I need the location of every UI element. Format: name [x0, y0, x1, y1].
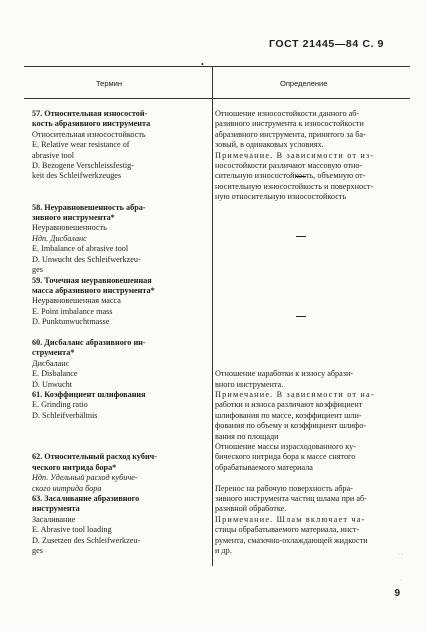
definition-line: вания по площади [215, 431, 279, 441]
dash-60 [296, 316, 306, 317]
definition-line [215, 307, 375, 317]
definition-line: и др. [215, 546, 232, 556]
definition-line: Отношение наработки к износу абрази- [215, 369, 354, 379]
scan-mark: · · [398, 552, 404, 558]
definition-line: румента, смазочно-охлаждающей жидкости [215, 535, 368, 545]
term-line [32, 432, 157, 442]
definition-line [215, 203, 375, 213]
definition-line [215, 328, 375, 338]
term-line: зивного инструмента* [32, 213, 115, 223]
term-line: Неуравновешенная масса [32, 296, 121, 306]
term-line: Засаливание [32, 514, 76, 524]
definition-line: Примечание. В зависимости от на- [215, 389, 375, 399]
term-line: E. Relative wear resistance of [32, 140, 130, 150]
term-line: Относительная износостойкость [32, 129, 146, 139]
definition-line: обрабатываемого материала [215, 462, 313, 472]
table-header-rule [24, 98, 410, 99]
definition-line [215, 338, 375, 348]
definition-line: вного инструмента. [215, 379, 284, 389]
definition-line: носостойкости различают массовую отно- [215, 161, 363, 171]
term-line: E. Abrasive tool loading [32, 525, 112, 535]
definition-line: разивной обработке. [215, 504, 287, 514]
column-header-definition: Определение [280, 79, 328, 88]
definition-line [215, 348, 375, 358]
definition-line [215, 276, 375, 286]
column-header-term: Термин [96, 79, 122, 88]
term-line: Неуравновешенность [32, 223, 107, 233]
term-line: кость абразивного инструмента [32, 119, 151, 129]
definition-line: Примечание. Шлам включает ча- [215, 514, 366, 524]
scan-mark: · [400, 578, 402, 584]
term-line: E. Grinding ratio [32, 400, 88, 410]
term-column [32, 109, 157, 556]
definition-line [215, 473, 375, 483]
term-line: 61. Коэффициент шлифования [32, 389, 146, 399]
term-line: D. Punktunwuchtmasse [32, 317, 110, 327]
term-line: 63. Засаливание абразивного [32, 494, 140, 504]
definition-line: Отношение износостойкости данного аб- [215, 109, 360, 118]
definition-line: Перенос на рабочую поверхность абра- [215, 483, 353, 493]
term-line: keit des Schleifwerkzeuges [32, 171, 122, 181]
term-line: 57. Относительная износостой- [32, 109, 148, 118]
page-header: ГОСТ 21445—84 С. 9 [269, 38, 384, 50]
definition-line: бического нитрида бора к массе снятого [215, 452, 356, 462]
definition-line [215, 265, 375, 275]
definition-line [215, 244, 375, 254]
term-line: масса абразивного инструмента* [32, 285, 155, 295]
definition-line [215, 234, 375, 244]
term-line: 60. Дисбаланс абразивного ин- [32, 337, 146, 347]
term-line [32, 192, 157, 202]
term-line: E. Imbalance of abrasive tool [32, 244, 129, 254]
term-line: E. Point imbalance mass [32, 306, 113, 316]
term-line: D. Bezogene Verschleissfestig- [32, 161, 134, 171]
definition-line: Отношение массы израсходованного ку- [215, 442, 356, 451]
term-line: струмента* [32, 348, 75, 358]
definition-line: зивного инструмента частиц шлама при аб- [215, 494, 367, 504]
definition-line: работки и износа различают коэффициент [215, 400, 363, 410]
definition-line [215, 223, 375, 233]
term-line: инструмента [32, 504, 80, 514]
definition-line: зовый, в одинаковых условиях. [215, 140, 324, 150]
term-line: Ндп. Дисбаланс [32, 233, 87, 243]
definition-line: фования по объему и коэффициент шлифо- [215, 421, 367, 431]
definition-line [215, 255, 375, 265]
definition-line: разивного инструмента к износостойкости [215, 119, 364, 129]
definition-line [215, 296, 375, 306]
page-number: 9 [394, 588, 400, 599]
definition-line: Примечание. В зависимости от из- [215, 150, 375, 160]
table-top-rule [24, 66, 410, 67]
dash-58 [296, 176, 306, 177]
definition-line [215, 317, 375, 327]
definition-line: шлифования по массе, коэффициент шли- [215, 410, 362, 420]
term-line: D. Schleifverhältnis [32, 410, 98, 420]
term-line [32, 328, 157, 338]
definition-column [215, 109, 375, 556]
term-line [32, 421, 157, 431]
definition-line: ную относительную износостойкость [215, 192, 347, 202]
term-line: 58. Неуравновешенность абра- [32, 202, 146, 212]
term-line: ges [32, 546, 43, 556]
definition-line: стицы обрабатываемого материала, инст- [215, 525, 360, 535]
definition-line: абразивного инструмента, принятого за ба- [215, 129, 366, 139]
term-line: D. Unwucht des Schleifwerkzeu- [32, 254, 141, 264]
term-line: ges [32, 265, 43, 275]
term-line: E. Disbalance [32, 369, 78, 379]
term-line [32, 182, 157, 192]
term-line: ского нитрида бора [32, 483, 102, 493]
table-column-divider [212, 66, 213, 566]
term-line: D. Unwucht [32, 379, 73, 389]
term-line: 62. Относительный расход кубич- [32, 452, 158, 462]
term-line: Ндп. Удельный расход кубиче- [32, 473, 138, 483]
definition-line: носительную износостойкость и поверхност- [215, 181, 374, 191]
definition-line [215, 359, 375, 369]
term-line: abrasive tool [32, 150, 75, 160]
term-line: D. Zusetzen des Schleifwerkzeu- [32, 535, 141, 545]
header-dot: • [201, 60, 204, 69]
term-line: Дисбаланс [32, 358, 70, 368]
definition-line: сительную износостойкость, объемную от- [215, 171, 366, 181]
definition-line [215, 213, 375, 223]
definition-line [215, 286, 375, 296]
term-line: 59. Точечная неуравновешенная [32, 275, 152, 285]
term-line: ческого нитрида бора* [32, 462, 117, 472]
dash-59 [296, 236, 306, 237]
term-line [32, 442, 157, 452]
